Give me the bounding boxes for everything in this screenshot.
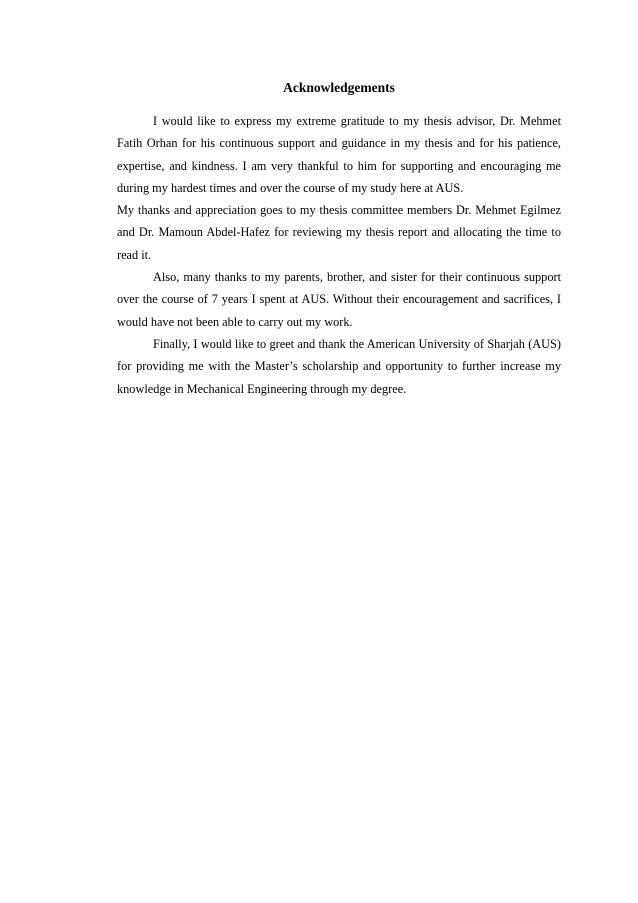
page-title: Acknowledgements (283, 80, 395, 95)
paragraph-advisor: I would like to express my extreme gratitude to my thesis advisor, Dr. Mehmet Fatih Orhan for his continuous support and guidance in my thesis and for his patience, expertise, and kindness. I am very thankful to him for supporting and encouraging me during my hardest times and over the course of my study here at AUS. (117, 114, 561, 195)
page-content (117, 78, 561, 400)
paragraph-committee: My thanks and appreciation goes to my thesis committee members Dr. Mehmet Egilmez and Dr. Mamoun Abdel-Hafez for reviewing my thesis report and allocating the time to read it. (117, 203, 561, 262)
paragraph-family: Also, many thanks to my parents, brother, and sister for their continuous support over the course of 7 years I spent at AUS. Without their encouragement and sacrifices, I would have not been able to carry out my work. (117, 270, 561, 329)
paragraph-university: Finally, I would like to greet and thank the American University of Sharjah (AUS) for providing me with the Master’s scholarship and opportunity to further increase my knowledge in Mechanical Engineering through my degree. (117, 336, 561, 396)
